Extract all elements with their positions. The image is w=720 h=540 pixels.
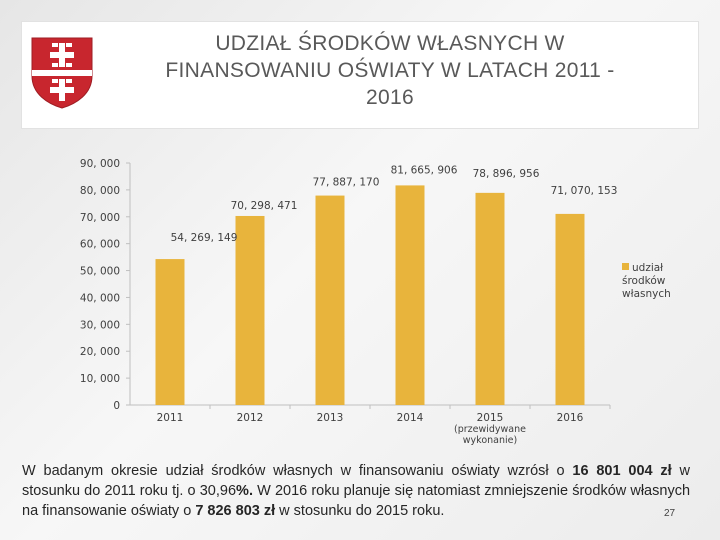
summary-bold-3: 7 826 803 zł [195, 503, 276, 519]
summary-text-4: w stosunku do 2015 roku. [275, 503, 445, 519]
legend-swatch [622, 263, 629, 270]
y-tick-label: 20, 000 [79, 346, 120, 359]
summary-text-3: W 2016 roku planuje się natomiast zmniejszenie środków własnych na finansowanie oświaty o [22, 483, 691, 519]
slide-title: UDZIAŁ ŚRODKÓW WŁASNYCH W FINANSOWANIU OŚWIATY W LATACH 2011 - 2016 [165, 32, 615, 109]
y-tick-label: 50, 000 [79, 265, 120, 278]
summary-paragraph [22, 461, 690, 521]
data-label: 54, 269, 149 [170, 232, 238, 245]
data-label: 81, 665, 906 [390, 164, 458, 177]
x-tick-label: 2013 [316, 412, 344, 424]
chart-legend [622, 262, 702, 301]
bar [316, 196, 345, 405]
y-tick-label: 70, 000 [79, 211, 120, 224]
data-label: 71, 070, 153 [550, 184, 618, 197]
y-tick-label: 30, 000 [79, 319, 120, 332]
x-tick-label: 2016 [556, 412, 584, 424]
x-tick-label: 2011 [156, 412, 184, 424]
data-label: 77, 887, 170 [312, 176, 380, 189]
summary-text-2: w stosunku do 2011 roku tj. o 30,96 [22, 463, 690, 499]
x-tick-label: (przewidywane [454, 424, 526, 435]
x-tick-label: 2014 [396, 412, 424, 424]
y-tick-label: 0 [113, 400, 120, 412]
page-number: 27 [664, 508, 676, 519]
bar [556, 214, 585, 405]
y-tick-label: 80, 000 [79, 184, 120, 197]
x-tick-label: wykonanie) [462, 435, 518, 446]
data-label: 78, 896, 956 [472, 167, 540, 180]
x-tick-label: 2015 [476, 412, 504, 424]
x-tick-label: 2012 [236, 412, 264, 424]
summary-text-1: W badanym okresie udział środków własnych w finansowaniu oświaty wzrósł o [22, 463, 573, 479]
legend-label: udział środków własnych [622, 262, 671, 300]
bar [156, 259, 185, 405]
coat-of-arms-icon [30, 36, 94, 110]
bar [396, 185, 425, 405]
bar-chart [0, 140, 720, 460]
y-tick-label: 60, 000 [79, 238, 120, 251]
summary-bold-1: 16 801 004 zł [572, 463, 672, 479]
y-tick-label: 90, 000 [79, 158, 120, 170]
bar [476, 193, 505, 405]
y-tick-label: 10, 000 [79, 373, 120, 386]
bar [236, 216, 265, 405]
summary-bold-2: %. [236, 483, 253, 499]
data-label: 70, 298, 471 [230, 199, 298, 212]
y-tick-label: 40, 000 [79, 292, 120, 305]
